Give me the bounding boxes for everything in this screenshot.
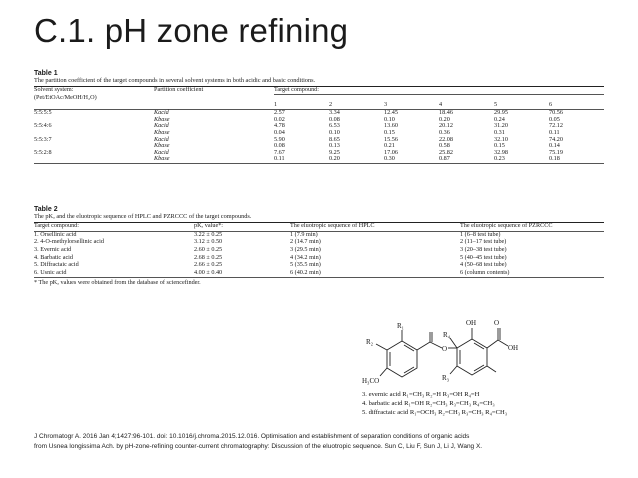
table-row bbox=[34, 123, 604, 130]
partition-value: 18.46 bbox=[439, 109, 453, 117]
table-2-cell-hplc: 2 (14.7 min) bbox=[290, 238, 321, 246]
partition-coefficient-type: Kacid bbox=[154, 109, 169, 117]
partition-value: 25.82 bbox=[439, 148, 453, 156]
table-row bbox=[34, 143, 604, 150]
partition-value: 0.18 bbox=[549, 155, 560, 163]
table-2-grid bbox=[34, 223, 604, 277]
table-2-cell-hplc: 5 (35.5 min) bbox=[290, 261, 321, 269]
table-1-bottom-rule bbox=[34, 163, 604, 164]
table-2-cell-compound: 5. Diffractaic acid bbox=[34, 261, 79, 269]
partition-value: 31.20 bbox=[494, 122, 508, 130]
table-1-label: Table 1 bbox=[34, 70, 58, 77]
partition-value: 0.15 bbox=[494, 142, 505, 150]
partition-value: 17.06 bbox=[384, 148, 398, 156]
label-r3: R₃ bbox=[442, 374, 450, 382]
legend-diffractaic: 5. diffractaic acid R₁=OCH₃ R₂=CH₃ R₃=CH₃ R₄=CH₃ bbox=[362, 409, 508, 416]
table-2-cell-compound: 1. Orsellinic acid bbox=[34, 230, 77, 238]
label-oh-right: OH bbox=[508, 344, 519, 352]
partition-value: 0.31 bbox=[494, 129, 505, 137]
table-row bbox=[34, 270, 604, 278]
partition-value: 70.56 bbox=[549, 109, 563, 117]
partition-value: 0.87 bbox=[439, 155, 450, 163]
table-2-cell-pzrccc: 4 (50–68 test tube) bbox=[460, 261, 507, 269]
table-2 bbox=[34, 206, 604, 287]
solvent-ratio bbox=[34, 117, 154, 124]
table-2-cell-pka: 3.22 ± 0.25 bbox=[194, 230, 223, 238]
partition-value: 3.34 bbox=[329, 109, 340, 117]
partition-value: 0.21 bbox=[384, 142, 395, 150]
partition-value: 6.53 bbox=[329, 122, 340, 130]
solvent-ratio: 5:5:4:6 bbox=[34, 122, 52, 130]
label-r4: R₄ bbox=[443, 331, 451, 339]
table-2-cell-compound: 2. 4-O-methylorsellinic acid bbox=[34, 238, 104, 246]
partition-coefficient-type: Kbase bbox=[154, 142, 170, 150]
partition-value: 32.10 bbox=[494, 135, 508, 143]
label-o-top: O bbox=[494, 319, 500, 327]
partition-value: 32.98 bbox=[494, 148, 508, 156]
partition-value: 13.60 bbox=[384, 122, 398, 130]
partition-value: 0.20 bbox=[329, 155, 340, 163]
partition-value: 15.56 bbox=[384, 135, 398, 143]
table-1-compound-number: 6 bbox=[549, 101, 553, 109]
table-2-cell-pzrccc: 1 (6–8 test tube) bbox=[460, 230, 501, 238]
table-1-compound-number: 1 bbox=[274, 101, 278, 109]
table-row bbox=[34, 130, 604, 137]
table-2-header-target: Target compound: bbox=[34, 222, 79, 230]
partition-value: 0.04 bbox=[274, 129, 285, 137]
table-2-bottom-rule bbox=[34, 277, 604, 278]
partition-value: 0.20 bbox=[439, 115, 450, 123]
partition-value: 74.20 bbox=[549, 135, 563, 143]
table-2-cell-hplc: 1 (7.9 min) bbox=[290, 230, 318, 238]
chemical-structure-diagram bbox=[342, 310, 592, 420]
partition-value: 22.08 bbox=[439, 135, 453, 143]
right-benzene-ring bbox=[457, 339, 487, 375]
table-1-header-target: Target compound: bbox=[274, 86, 319, 94]
label-oh-top: OH bbox=[466, 319, 477, 327]
table-2-cell-hplc: 6 (40.2 min) bbox=[290, 268, 321, 276]
partition-value: 72.12 bbox=[549, 122, 563, 130]
partition-value: 8.65 bbox=[329, 135, 340, 143]
table-2-cell-pka: 2.66 ± 0.25 bbox=[194, 261, 223, 269]
partition-value: 0.02 bbox=[274, 115, 285, 123]
table-2-label: Table 2 bbox=[34, 206, 58, 213]
table-2-cell-pzrccc: 6 (column contents) bbox=[460, 268, 510, 276]
table-1-caption: The partition coefficient of the target compounds in several solvent systems in both acidic and basic conditions. bbox=[34, 77, 316, 84]
table-2-cell-pzrccc: 5 (40–45 test tube) bbox=[460, 253, 507, 261]
solvent-ratio: 5:5:3:7 bbox=[34, 135, 52, 143]
partition-value: 0.15 bbox=[384, 129, 395, 137]
table-1 bbox=[34, 70, 604, 164]
table-2-header-pka: pKₐ value*: bbox=[194, 222, 224, 230]
table-2-cell-pka: 3.12 ± 0.50 bbox=[194, 238, 223, 246]
label-h3co: H₃CO bbox=[362, 377, 380, 385]
left-benzene-ring bbox=[387, 341, 417, 377]
table-row bbox=[34, 110, 604, 117]
partition-value: 0.10 bbox=[384, 115, 395, 123]
solvent-ratio bbox=[34, 143, 154, 150]
solvent-ratio bbox=[34, 156, 154, 163]
partition-value: 75.19 bbox=[549, 148, 563, 156]
label-o-ester: O bbox=[442, 345, 448, 353]
table-1-header-solvent-sub: (Pet/EtOAc/MeOH/H₂O) bbox=[34, 93, 97, 101]
partition-value: 0.05 bbox=[549, 115, 560, 123]
table-2-cell-hplc: 3 (29.5 min) bbox=[290, 246, 321, 254]
partition-value: 12.45 bbox=[384, 109, 398, 117]
partition-value: 4.78 bbox=[274, 122, 285, 130]
partition-value: 2.57 bbox=[274, 109, 285, 117]
citation-line-1: J Chromatogr A. 2016 Jan 4;1427:96-101. doi: 10.1016/j.chroma.2015.12.016. Optimisation and establishment of separation conditions of organic acids bbox=[34, 433, 470, 440]
table-row bbox=[34, 137, 604, 144]
partition-value: 5.90 bbox=[274, 135, 285, 143]
solvent-ratio bbox=[34, 130, 154, 137]
solvent-ratio: 5:5:5:5 bbox=[34, 109, 52, 117]
citation bbox=[34, 432, 614, 452]
solvent-ratio: 5:5:2:8 bbox=[34, 148, 52, 156]
partition-value: 20.12 bbox=[439, 122, 453, 130]
partition-value: 0.24 bbox=[494, 115, 505, 123]
partition-value: 9.25 bbox=[329, 148, 340, 156]
partition-coefficient-type: Kacid bbox=[154, 135, 169, 143]
partition-coefficient-type: Kbase bbox=[154, 155, 170, 163]
table-2-cell-compound: 3. Evernic acid bbox=[34, 246, 72, 254]
citation-line-2: from Usnea longissima Ach. by pH-zone-refining counter-current chromatography: Discussion of the eluotropic sequence. Sun C, Liu F, Sun J, Li J, Wang X. bbox=[34, 443, 483, 450]
table-1-header-partition: Partition coefficient bbox=[154, 86, 204, 94]
table-1-grid bbox=[34, 87, 604, 163]
slide-title: C.1. pH zone refining bbox=[34, 12, 349, 49]
partition-value: 0.36 bbox=[439, 129, 450, 137]
table-1-compound-number: 4 bbox=[439, 101, 443, 109]
partition-value: 0.10 bbox=[329, 129, 340, 137]
partition-value: 0.08 bbox=[274, 142, 285, 150]
table-2-cell-pka: 2.60 ± 0.25 bbox=[194, 246, 223, 254]
partition-coefficient-type: Kacid bbox=[154, 148, 169, 156]
partition-value: 0.13 bbox=[329, 142, 340, 150]
table-2-header-hplc: The eluotropic sequence of HPLC bbox=[290, 222, 375, 230]
legend-evernic: 3. evernic acid R₁=CH₃ R₂=H R₃=OH R₄=H bbox=[362, 391, 480, 398]
table-1-compound-number: 5 bbox=[494, 101, 498, 109]
table-2-cell-compound: 6. Usnic acid bbox=[34, 268, 67, 276]
table-2-cell-pka: 2.68 ± 0.25 bbox=[194, 253, 223, 261]
table-row bbox=[34, 117, 604, 124]
partition-value: 7.67 bbox=[274, 148, 285, 156]
table-2-footnote: * The pKₐ values were obtained from the database of sciencefinder. bbox=[34, 279, 201, 287]
table-2-cell-compound: 4. Barbatic acid bbox=[34, 253, 73, 261]
partition-value: 0.58 bbox=[439, 142, 450, 150]
partition-value: 0.08 bbox=[329, 115, 340, 123]
table-row bbox=[34, 156, 604, 163]
partition-coefficient-type: Kbase bbox=[154, 129, 170, 137]
legend-barbatic: 4. barbatic acid R₁=OH R₂=CH₃ R₃=CH₃ R₄=CH₃ bbox=[362, 400, 495, 407]
partition-value: 0.23 bbox=[494, 155, 505, 163]
table-2-cell-hplc: 4 (34.2 min) bbox=[290, 253, 321, 261]
partition-value: 0.11 bbox=[549, 129, 560, 137]
table-2-caption: The pKₐ and the eluotropic sequence of HPLC and PZRCCC of the target compounds. bbox=[34, 213, 252, 220]
table-2-cell-pzrccc: 3 (20–38 test tube) bbox=[460, 246, 507, 254]
table-1-compound-number: 3 bbox=[384, 101, 388, 109]
label-r2: R₂ bbox=[366, 338, 374, 346]
label-r1: R₁ bbox=[397, 322, 405, 330]
partition-value: 0.30 bbox=[384, 155, 395, 163]
partition-value: 0.14 bbox=[549, 142, 560, 150]
table-2-cell-pzrccc: 2 (11–17 test tube) bbox=[460, 238, 507, 246]
table-2-header-pzrccc: The eluotropic sequence of PZRCCC bbox=[460, 222, 553, 230]
partition-coefficient-type: Kbase bbox=[154, 115, 170, 123]
partition-value: 29.95 bbox=[494, 109, 508, 117]
table-1-compound-number: 2 bbox=[329, 101, 333, 109]
partition-coefficient-type: Kacid bbox=[154, 122, 169, 130]
table-row bbox=[34, 150, 604, 157]
partition-value: 0.11 bbox=[274, 155, 285, 163]
table-1-header-solvent: Solvent system: bbox=[34, 86, 74, 94]
table-2-cell-pka: 4.00 ± 0.40 bbox=[194, 268, 223, 276]
